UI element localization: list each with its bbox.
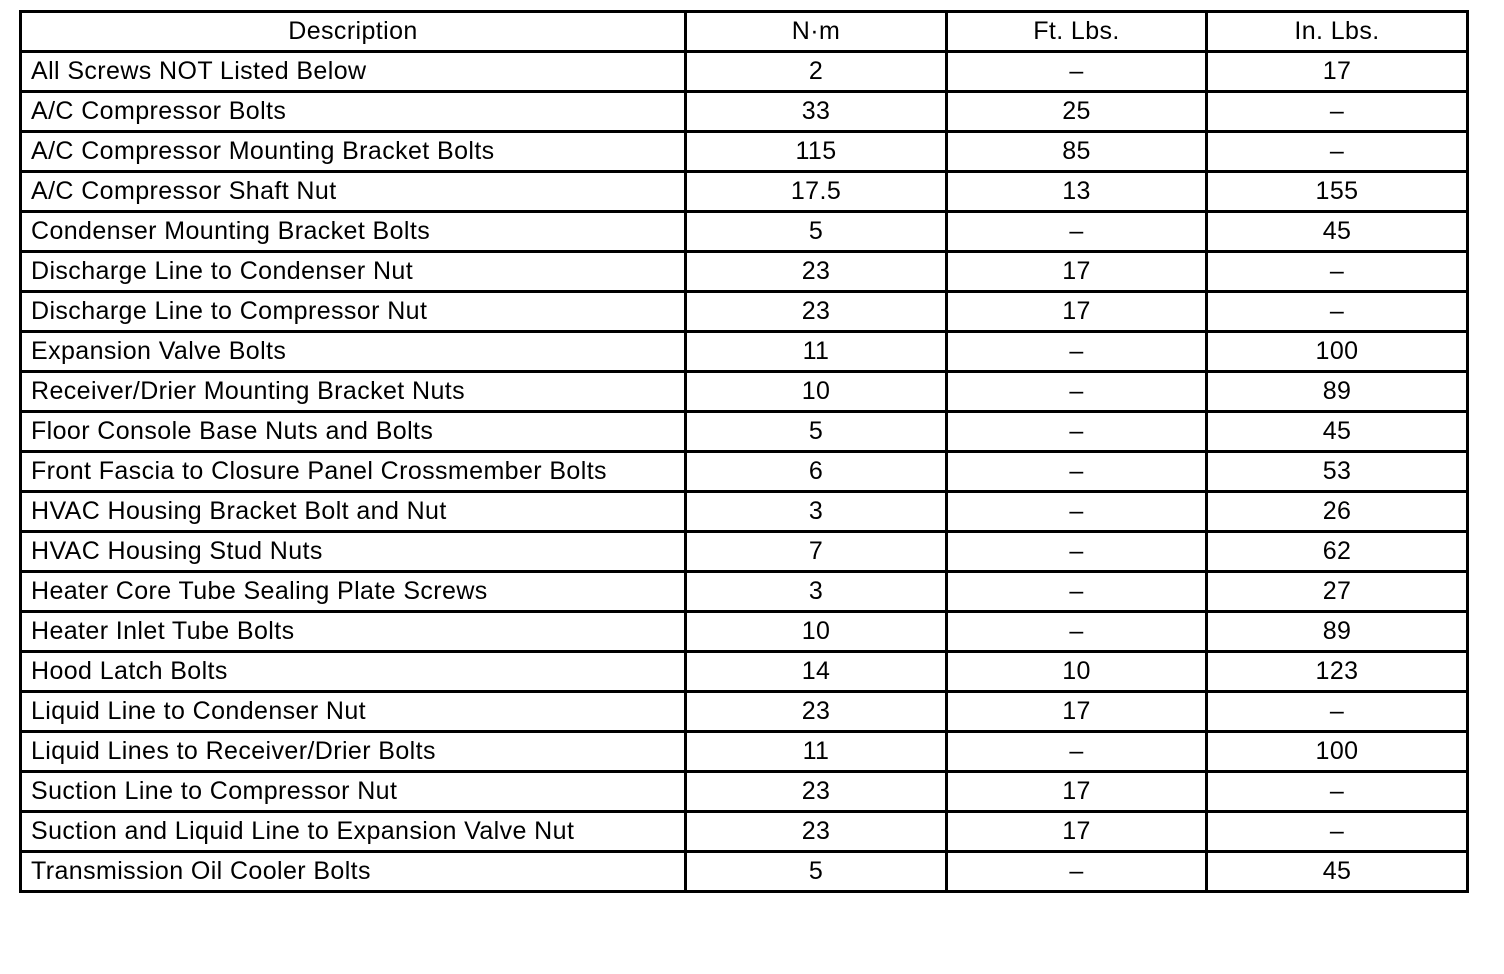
table-row	[21, 812, 1468, 852]
cell-ft-lbs: 17	[947, 772, 1207, 812]
cell-nm: 6	[686, 452, 947, 492]
table-row	[21, 132, 1468, 172]
cell-in-lbs: 26	[1207, 492, 1468, 532]
cell-ft-lbs: 17	[947, 812, 1207, 852]
table-row	[21, 212, 1468, 252]
table-row	[21, 252, 1468, 292]
cell-ft-lbs: –	[947, 452, 1207, 492]
cell-ft-lbs: –	[947, 372, 1207, 412]
cell-ft-lbs: 85	[947, 132, 1207, 172]
cell-ft-lbs: 13	[947, 172, 1207, 212]
table-row	[21, 652, 1468, 692]
cell-description: A/C Compressor Bolts	[21, 92, 686, 132]
cell-description: Floor Console Base Nuts and Bolts	[21, 412, 686, 452]
cell-description: Suction Line to Compressor Nut	[21, 772, 686, 812]
cell-in-lbs: 27	[1207, 572, 1468, 612]
cell-description: Liquid Lines to Receiver/Drier Bolts	[21, 732, 686, 772]
cell-description: Heater Core Tube Sealing Plate Screws	[21, 572, 686, 612]
cell-ft-lbs: –	[947, 412, 1207, 452]
cell-ft-lbs: 10	[947, 652, 1207, 692]
cell-in-lbs: 89	[1207, 372, 1468, 412]
cell-in-lbs: –	[1207, 252, 1468, 292]
cell-description: Heater Inlet Tube Bolts	[21, 612, 686, 652]
cell-in-lbs: 62	[1207, 532, 1468, 572]
cell-in-lbs: 17	[1207, 52, 1468, 92]
cell-in-lbs: –	[1207, 772, 1468, 812]
cell-nm: 23	[686, 772, 947, 812]
table-row	[21, 572, 1468, 612]
table-row	[21, 92, 1468, 132]
cell-in-lbs: –	[1207, 812, 1468, 852]
table-row	[21, 412, 1468, 452]
cell-in-lbs: –	[1207, 132, 1468, 172]
header-in-lbs: In. Lbs.	[1207, 12, 1468, 52]
cell-description: Receiver/Drier Mounting Bracket Nuts	[21, 372, 686, 412]
table-row	[21, 692, 1468, 732]
cell-in-lbs: 100	[1207, 332, 1468, 372]
cell-nm: 23	[686, 692, 947, 732]
cell-nm: 23	[686, 812, 947, 852]
cell-description: Discharge Line to Condenser Nut	[21, 252, 686, 292]
table-row	[21, 292, 1468, 332]
cell-ft-lbs: –	[947, 612, 1207, 652]
cell-nm: 5	[686, 412, 947, 452]
cell-description: Condenser Mounting Bracket Bolts	[21, 212, 686, 252]
cell-in-lbs: 45	[1207, 212, 1468, 252]
table-row	[21, 852, 1468, 892]
cell-nm: 5	[686, 212, 947, 252]
cell-description: Discharge Line to Compressor Nut	[21, 292, 686, 332]
cell-nm: 5	[686, 852, 947, 892]
cell-ft-lbs: –	[947, 532, 1207, 572]
cell-in-lbs: –	[1207, 292, 1468, 332]
table-row	[21, 372, 1468, 412]
torque-spec-table	[19, 10, 1469, 893]
table-row	[21, 732, 1468, 772]
cell-nm: 3	[686, 492, 947, 532]
cell-nm: 11	[686, 732, 947, 772]
cell-ft-lbs: 25	[947, 92, 1207, 132]
table-row	[21, 772, 1468, 812]
cell-description: Transmission Oil Cooler Bolts	[21, 852, 686, 892]
cell-nm: 23	[686, 292, 947, 332]
header-description: Description	[21, 12, 686, 52]
cell-nm: 11	[686, 332, 947, 372]
cell-nm: 33	[686, 92, 947, 132]
cell-description: A/C Compressor Mounting Bracket Bolts	[21, 132, 686, 172]
cell-ft-lbs: 17	[947, 252, 1207, 292]
cell-nm: 2	[686, 52, 947, 92]
cell-ft-lbs: –	[947, 492, 1207, 532]
cell-description: Liquid Line to Condenser Nut	[21, 692, 686, 732]
cell-ft-lbs: –	[947, 332, 1207, 372]
cell-ft-lbs: –	[947, 732, 1207, 772]
table-row	[21, 52, 1468, 92]
table-row	[21, 332, 1468, 372]
cell-description: Front Fascia to Closure Panel Crossmember Bolts	[21, 452, 686, 492]
header-row	[21, 12, 1468, 52]
cell-in-lbs: 123	[1207, 652, 1468, 692]
table-body	[21, 52, 1468, 892]
cell-in-lbs: 45	[1207, 852, 1468, 892]
header-nm: N·m	[686, 12, 947, 52]
cell-description: HVAC Housing Stud Nuts	[21, 532, 686, 572]
header-ft-lbs: Ft. Lbs.	[947, 12, 1207, 52]
cell-nm: 10	[686, 612, 947, 652]
cell-description: HVAC Housing Bracket Bolt and Nut	[21, 492, 686, 532]
cell-ft-lbs: –	[947, 572, 1207, 612]
cell-in-lbs: 89	[1207, 612, 1468, 652]
cell-nm: 23	[686, 252, 947, 292]
cell-ft-lbs: 17	[947, 692, 1207, 732]
cell-ft-lbs: –	[947, 852, 1207, 892]
cell-ft-lbs: –	[947, 212, 1207, 252]
cell-nm: 14	[686, 652, 947, 692]
cell-description: All Screws NOT Listed Below	[21, 52, 686, 92]
table-row	[21, 172, 1468, 212]
cell-description: A/C Compressor Shaft Nut	[21, 172, 686, 212]
cell-ft-lbs: –	[947, 52, 1207, 92]
cell-nm: 17.5	[686, 172, 947, 212]
cell-nm: 10	[686, 372, 947, 412]
cell-in-lbs: –	[1207, 692, 1468, 732]
table-row	[21, 452, 1468, 492]
cell-description: Hood Latch Bolts	[21, 652, 686, 692]
cell-nm: 115	[686, 132, 947, 172]
table-row	[21, 492, 1468, 532]
cell-in-lbs: –	[1207, 92, 1468, 132]
cell-ft-lbs: 17	[947, 292, 1207, 332]
table-row	[21, 612, 1468, 652]
cell-in-lbs: 100	[1207, 732, 1468, 772]
cell-nm: 3	[686, 572, 947, 612]
cell-in-lbs: 155	[1207, 172, 1468, 212]
cell-description: Suction and Liquid Line to Expansion Valve Nut	[21, 812, 686, 852]
cell-in-lbs: 45	[1207, 412, 1468, 452]
cell-nm: 7	[686, 532, 947, 572]
cell-description: Expansion Valve Bolts	[21, 332, 686, 372]
cell-in-lbs: 53	[1207, 452, 1468, 492]
table-row	[21, 532, 1468, 572]
